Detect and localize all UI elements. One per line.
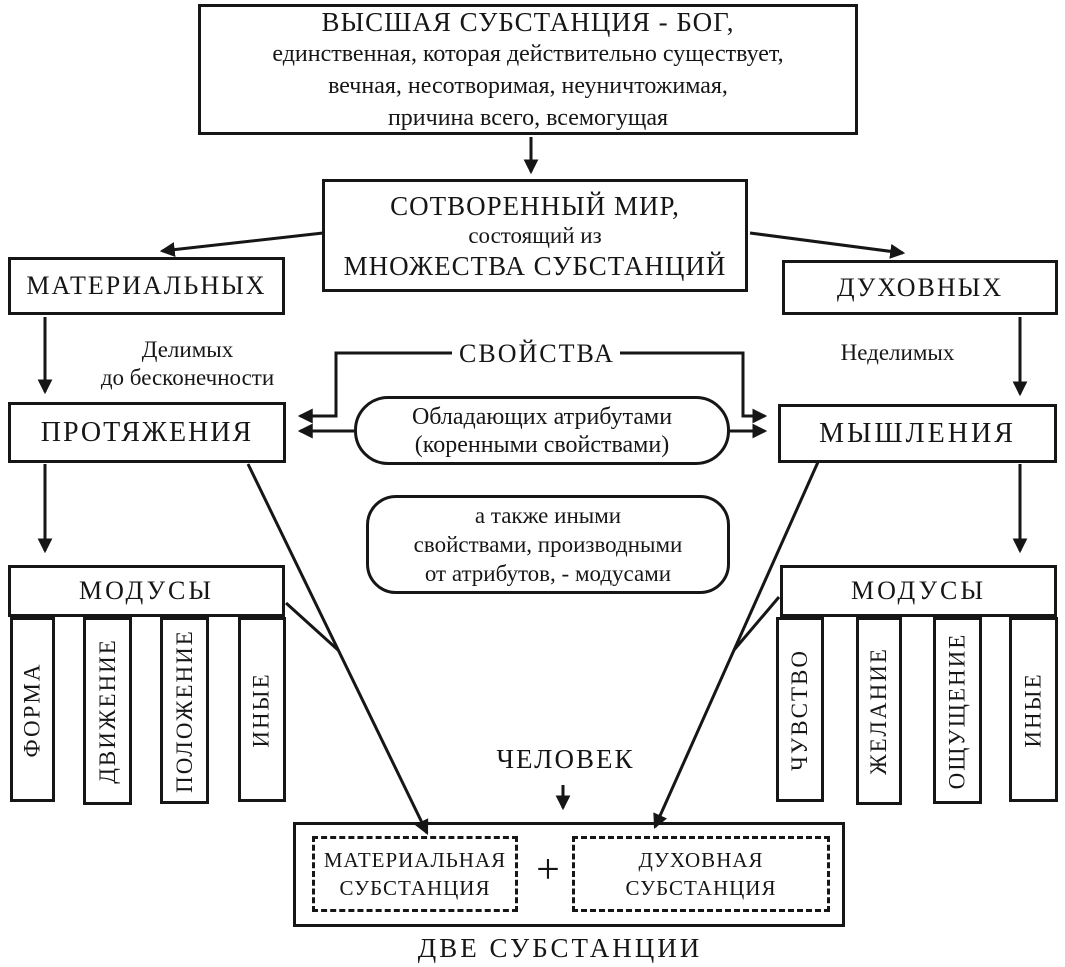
mode-motion: [83, 617, 132, 805]
human-text: ЧЕЛОВЕК: [496, 744, 635, 774]
box-modes-left: [8, 565, 285, 617]
modes-note-line-2: свойствами, производными: [413, 532, 683, 557]
mode-position-label: ПОЛОЖЕНИЕ: [171, 628, 197, 793]
modes-right-title: МОДУСЫ: [850, 576, 987, 605]
box-spiritual-substances: [782, 260, 1058, 315]
material-substance-line-2: СУБСТАНЦИЯ: [339, 876, 491, 900]
box-material-substances: [8, 257, 285, 315]
extension-label: ПРОТЯЖЕНИЯ: [40, 416, 254, 448]
plus-glyph: +: [536, 847, 560, 893]
attributes-line-1: Обладающих атрибутами: [411, 403, 673, 430]
line-modes-right-join: [734, 597, 779, 650]
note-divisible: [70, 336, 305, 392]
box-material-substance: [312, 836, 518, 912]
attributes-line-2: (коренными свойствами): [414, 431, 670, 458]
box-supreme-substance-god: [198, 4, 858, 135]
god-title: ВЫСШАЯ СУБСТАНЦИЯ - БОГ,: [321, 6, 735, 37]
line-modes-left-join: [286, 603, 338, 650]
label-human: [478, 744, 653, 775]
mode-form-label: ФОРМА: [19, 662, 45, 757]
mode-motion-label: ДВИЖЕНИЕ: [94, 638, 120, 784]
spiritual-substance-line-1: ДУХОВНАЯ: [638, 848, 764, 872]
indivisible-label: Неделимых: [840, 340, 955, 365]
box-attributes: [354, 396, 730, 465]
world-line-3: МНОЖЕСТВА СУБСТАНЦИЙ: [343, 250, 727, 281]
god-line-4: причина всего, всемогущая: [387, 104, 669, 131]
caption-text: ДВЕ СУБСТАНЦИИ: [417, 933, 703, 963]
god-line-2: единственная, которая действительно существует,: [272, 40, 784, 67]
mode-other-right-label: ИНЫЕ: [1020, 671, 1046, 748]
mode-feeling: [776, 617, 824, 802]
caption-two-substances: [330, 933, 790, 964]
box-modes-right: [780, 565, 1057, 617]
modes-note-line-1: а также иными: [474, 503, 622, 528]
box-thinking: [778, 404, 1057, 463]
note-indivisible: [795, 340, 1000, 366]
arrow-world-to-material: [162, 233, 323, 251]
box-extension: [8, 402, 286, 463]
plus-sign: [524, 846, 572, 894]
divisible-line-1: Делимых: [141, 337, 234, 362]
thinking-label: МЫШЛЕНИЯ: [819, 417, 1016, 449]
label-properties: [452, 339, 622, 369]
god-line-3: вечная, несотворимая, неуничтожимая,: [328, 72, 728, 99]
material-substance-line-1: МАТЕРИАЛЬНАЯ: [323, 848, 507, 872]
spiritual-label: ДУХОВНЫХ: [836, 272, 1004, 302]
box-spiritual-substance: [572, 836, 830, 912]
arrow-world-to-spiritual: [750, 233, 903, 253]
mode-form: [10, 617, 55, 802]
mode-sensation-label: ОЩУЩЕНИЕ: [944, 632, 970, 789]
material-label: МАТЕРИАЛЬНЫХ: [26, 271, 267, 300]
mode-desire-label: ЖЕЛАНИЕ: [866, 647, 891, 775]
mode-other-left: [238, 617, 286, 802]
spiritual-substance-line-2: СУБСТАНЦИЯ: [625, 876, 777, 900]
properties-text: СВОЙСТВА: [459, 339, 615, 368]
mode-desire: [856, 617, 902, 805]
box-modes-note: [366, 495, 730, 594]
world-line-2: состоящий из: [468, 222, 602, 248]
world-line-1: СОТВОРЕННЫЙ МИР,: [390, 190, 680, 221]
mode-feeling-label: ЧУВСТВО: [787, 648, 813, 771]
mode-other-right: [1009, 617, 1058, 802]
mode-sensation: [933, 617, 982, 804]
box-created-world: [322, 179, 748, 292]
modes-left-title: МОДУСЫ: [78, 576, 215, 605]
mode-other-left-label: ИНЫЕ: [249, 671, 275, 748]
divisible-line-2: до бесконечности: [100, 365, 275, 390]
mode-position: [160, 617, 209, 804]
modes-note-line-3: от атрибутов, - модусами: [424, 561, 672, 586]
